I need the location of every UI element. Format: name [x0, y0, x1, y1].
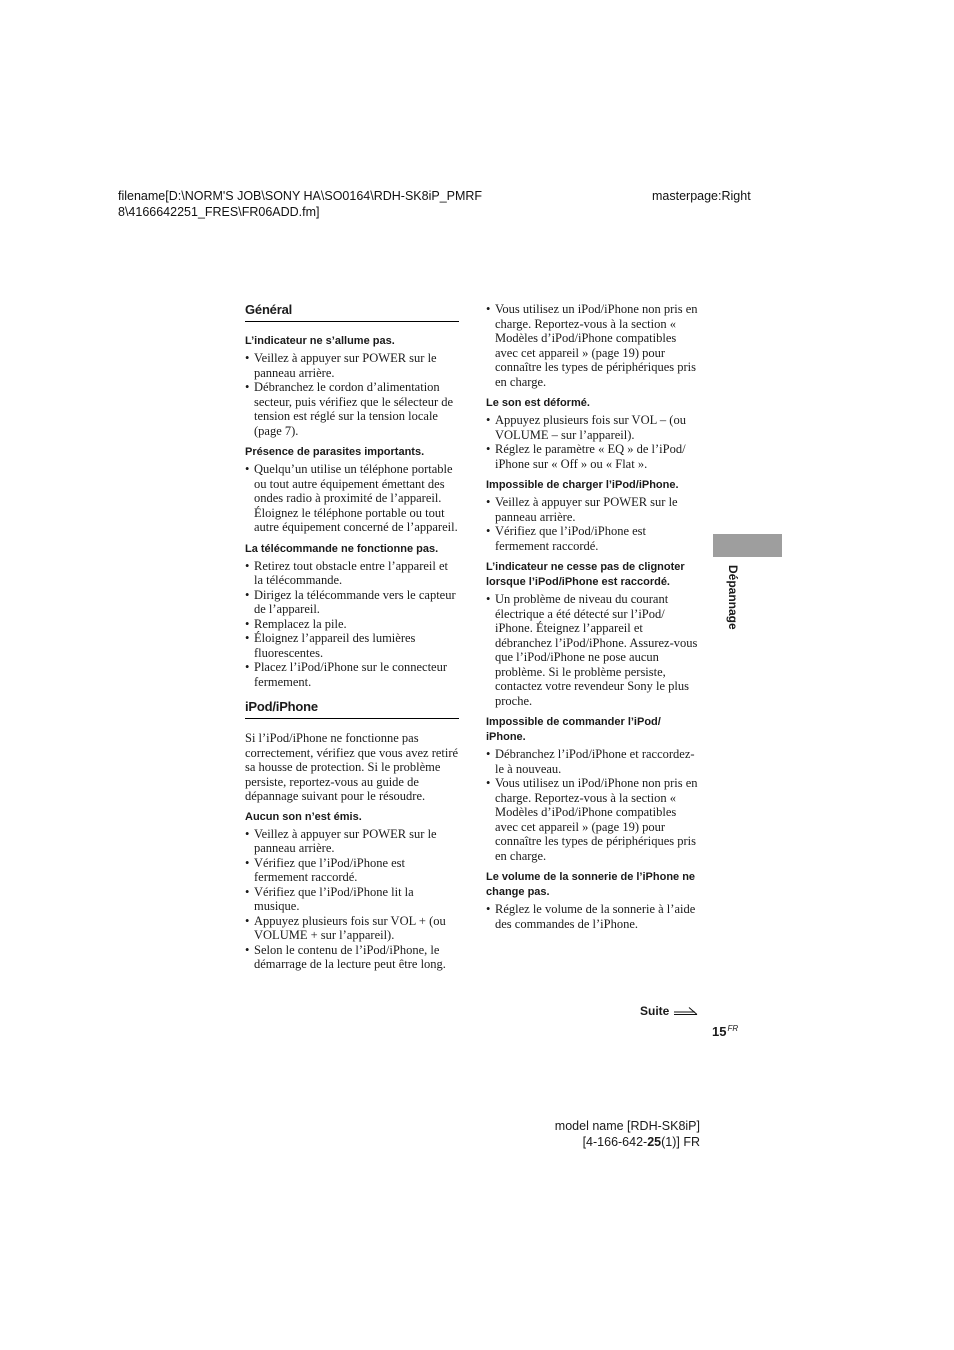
- arrow-right-icon: [673, 1006, 699, 1016]
- right-blocks: [486, 396, 700, 931]
- troubleshooting-item: [486, 715, 700, 863]
- troubleshooting-item: [486, 560, 700, 708]
- remedy-list: [245, 827, 459, 972]
- symptom-heading: Le volume de la sonnerie de l’iPhone ne change pas.: [486, 871, 696, 898]
- list-item: • Appuyez plusieurs fois sur VOL – (ou VOLUME – sur l’appareil).: [486, 413, 700, 442]
- ipod-blocks: [245, 810, 459, 972]
- symptom-heading: Aucun son n’est émis.: [245, 810, 362, 823]
- list-item: • Réglez le volume de la sonnerie à l’aide des commandes de l’iPhone.: [486, 902, 700, 931]
- list-item: • Vous utilisez un iPod/iPhone non pris en charge. Reportez-vous à la section « Modèles d’iPod/iPhone compatibles avec cet appareil » (page 19) pour connaître les types de périphériques pris en charge.: [486, 302, 700, 389]
- right-column: [486, 302, 700, 938]
- list-item: • Débranchez l’iPod/iPhone et raccordez-le à nouveau.: [486, 747, 700, 776]
- header-filename: [118, 188, 538, 220]
- header-filename-line-2: 8\4166642251_FRES\FR06ADD.fm]: [118, 205, 320, 219]
- footer-model-info: [555, 1118, 700, 1150]
- remedy-list: [245, 351, 459, 438]
- remedy-list: [486, 902, 700, 931]
- symptom-heading: Impossible de charger l’iPod/iPhone.: [486, 479, 679, 491]
- list-item: • Veillez à appuyer sur POWER sur le panneau arrière.: [486, 495, 700, 524]
- troubleshooting-item: [245, 445, 459, 535]
- list-item: • Réglez le paramètre « EQ » de l’iPod/ iPhone sur « Off » ou « Flat ».: [486, 442, 700, 471]
- section-title-ipod: iPod/iPhone: [245, 699, 459, 719]
- troubleshooting-item: [486, 870, 700, 931]
- list-item: • Selon le contenu de l’iPod/iPhone, le démarrage de la lecture peut être long.: [245, 943, 459, 972]
- list-item: • Vérifiez que l’iPod/iPhone lit la musique.: [245, 885, 459, 914]
- list-item: • Éloignez l’appareil des lumières fluorescentes.: [245, 631, 459, 660]
- list-item: • Placez l’iPod/iPhone sur le connecteur fermement.: [245, 660, 459, 689]
- troubleshooting-item: [245, 810, 459, 972]
- list-item: • Quelqu’un utilise un téléphone portable ou tout autre équipement émettant des ondes radio à proximité de l’appareil. Éloignez le téléphone portable ou tout autre équipement concerné de l’appareil.: [245, 462, 459, 535]
- list-item: • Débranchez le cordon d’alimentation secteur, puis vérifiez que le sélecteur de tension est réglé sur la tension locale (page 7).: [245, 380, 459, 438]
- remedy-list: [486, 592, 700, 708]
- list-item: • Vérifiez que l’iPod/iPhone est fermement raccordé.: [245, 856, 459, 885]
- troubleshooting-item: [486, 396, 700, 471]
- list-item: • Appuyez plusieurs fois sur VOL + (ou VOLUME + sur l’appareil).: [245, 914, 459, 943]
- list-item: • Vous utilisez un iPod/iPhone non pris en charge. Reportez-vous à la section « Modèles d’iPod/iPhone compatibles avec cet appareil » (page 19) pour connaître les types de périphériques pris en charge.: [486, 776, 700, 863]
- page-number-value: 15: [712, 1024, 727, 1039]
- section-title-general: Général: [245, 302, 459, 322]
- page-number-suffix: FR: [727, 1024, 739, 1033]
- side-tab: [713, 534, 782, 557]
- side-tab-label: [726, 565, 740, 645]
- remedy-list: [486, 413, 700, 471]
- troubleshooting-item: [245, 334, 459, 438]
- symptom-heading: Présence de parasites importants.: [245, 446, 425, 458]
- footer-part-number: [4-166-642-25(1)] FR: [582, 1135, 700, 1149]
- remedy-list: [486, 747, 700, 863]
- general-blocks: [245, 334, 459, 689]
- symptom-heading: Le son est déformé.: [486, 397, 590, 409]
- list-item: • Dirigez la télécommande vers le capteur de l’appareil.: [245, 588, 459, 617]
- header-filename-line-1: filename[D:\NORM'S JOB\SONY HA\SO0164\RDH-SK8iP_PMRF: [118, 189, 483, 203]
- remedy-list: [486, 495, 700, 553]
- footer-model-name: model name [RDH-SK8iP]: [554, 1119, 700, 1133]
- troubleshooting-item: [245, 542, 459, 690]
- list-item: • Retirez tout obstacle entre l’appareil et la télécommande.: [245, 559, 459, 588]
- list-item: • Veillez à appuyer sur POWER sur le panneau arrière.: [245, 351, 459, 380]
- remedy-list: [245, 462, 459, 535]
- left-column: [245, 302, 459, 979]
- suite-label: Suite: [640, 1004, 670, 1018]
- ipod-intro: Si l’iPod/iPhone ne fonctionne pas correctement, vérifiez que vous avez retiré sa housse de protection. Si le problème persiste, reportez-vous au guide de dépannage suivant pour le résoudre.: [245, 731, 459, 803]
- page-number: [712, 1024, 738, 1039]
- list-item: • Un problème de niveau du courant électrique a été détecté sur l’iPod/ iPhone. Éteignez l’appareil et débranchez l’iPod/iPhone. Assurez-vous que l’iPod/iPhone ne pose aucun problème. Si le problème persiste, contactez votre revendeur Sony le plus proche.: [486, 592, 700, 708]
- list-item: • Veillez à appuyer sur POWER sur le panneau arrière.: [245, 827, 459, 856]
- troubleshooting-item: [486, 478, 700, 553]
- symptom-heading: L’indicateur ne cesse pas de clignoter lorsque l’iPod/iPhone est raccordé.: [486, 561, 685, 588]
- symptom-heading: Impossible de commander l’iPod/ iPhone.: [486, 716, 661, 743]
- side-tab-label-text: Dépannage: [726, 565, 740, 630]
- lead-items: [486, 302, 700, 389]
- continued-indicator: [640, 1004, 699, 1018]
- header-masterpage: masterpage:Right: [652, 189, 751, 203]
- remedy-list: [245, 559, 459, 690]
- symptom-heading: L’indicateur ne s’allume pas.: [245, 335, 395, 347]
- list-item: • Vérifiez que l’iPod/iPhone est fermement raccordé.: [486, 524, 700, 553]
- list-item: • Remplacez la pile.: [245, 617, 459, 632]
- lead-block: [486, 302, 700, 389]
- symptom-heading: La télécommande ne fonctionne pas.: [245, 542, 439, 555]
